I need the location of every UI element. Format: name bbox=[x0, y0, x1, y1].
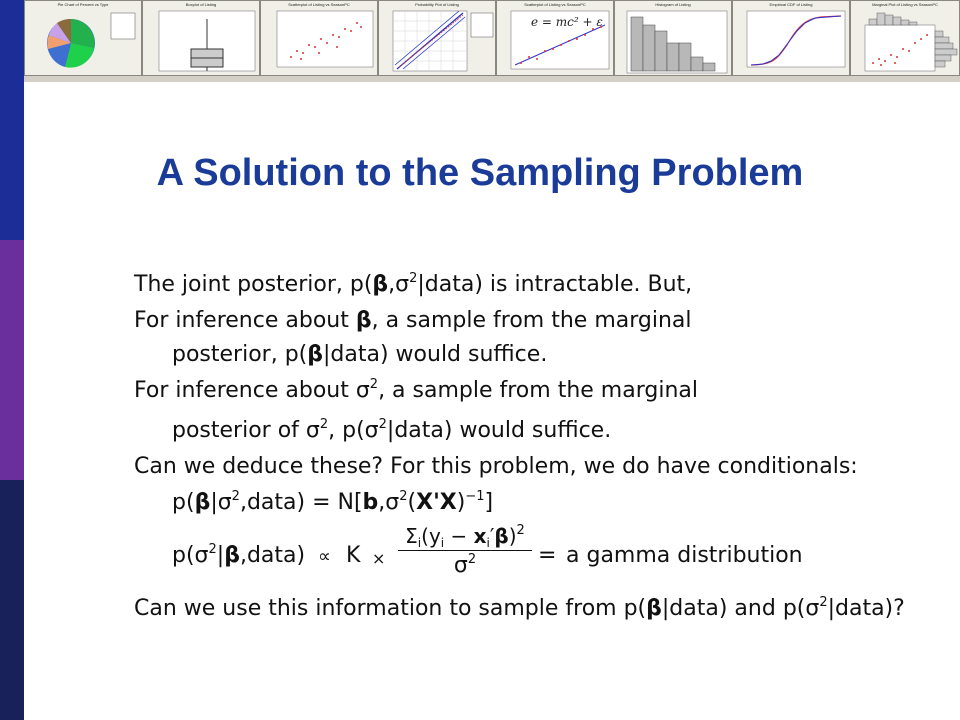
thumbnail-empirical-cdf bbox=[732, 0, 850, 76]
thumbnail-title: Marginal Plot of Listing vs SeasonPC bbox=[872, 2, 938, 7]
equals-sign: = bbox=[538, 543, 557, 568]
text-line-5: posterior of $\sigma^2$, $p(\sigma^2|data)$ would suffice. bbox=[172, 417, 612, 443]
pie-chart-graphic bbox=[25, 1, 142, 76]
times-symbol: × bbox=[372, 549, 386, 568]
scatterplot-formula-graphic bbox=[497, 1, 614, 76]
equation-lhs: $p(\sigma^2|\beta,data)$ bbox=[172, 542, 306, 568]
scatterplot-graphic bbox=[261, 1, 378, 76]
text-line-4: For inference about $\sigma^2$, a sample from the marginal bbox=[134, 377, 698, 403]
thumbnail-strip bbox=[24, 0, 960, 82]
accent-bar-navy bbox=[0, 480, 24, 720]
thumbnail-title: Pie Chart of Percent vs Type bbox=[57, 2, 109, 7]
constant-k: K bbox=[346, 543, 361, 568]
boxplot-graphic bbox=[143, 1, 260, 76]
thumbnail-title: Probability Plot of Listing bbox=[415, 2, 459, 7]
thumbnail-title: Histogram of Listing bbox=[655, 2, 691, 7]
text-line-2: For inference about β, a sample from the marginal bbox=[134, 308, 692, 333]
accent-bar-blue bbox=[0, 0, 24, 240]
fraction-bar bbox=[398, 550, 532, 551]
text-line-6: Can we deduce these? For this problem, we do have conditionals: bbox=[134, 454, 858, 479]
probability-plot-graphic bbox=[379, 1, 496, 76]
proportional-symbol: ∝ bbox=[318, 546, 331, 567]
thumbnail-title: Boxplot of Listing bbox=[185, 2, 217, 7]
thumbnail-title: Scatterplot of Listing vs SeasonPC bbox=[288, 2, 350, 7]
left-accent-bar bbox=[0, 0, 24, 720]
fraction-numerator: $\Sigma_i(y_i - x_i'\beta)^2$ bbox=[405, 523, 525, 550]
marginal-plot-graphic bbox=[851, 1, 960, 76]
text-line-9: Can we use this information to sample from p(β|data) and $p(\sigma^2|data)$? bbox=[134, 595, 905, 621]
equation-rhs: a gamma distribution bbox=[566, 543, 803, 568]
thumbnail-histogram bbox=[614, 0, 732, 76]
thumbnail-scatterplot bbox=[260, 0, 378, 76]
text-line-3: posterior, p(β|data) would suffice. bbox=[172, 342, 548, 367]
thumbnail-pie-chart bbox=[24, 0, 142, 76]
accent-bar-purple bbox=[0, 240, 24, 480]
thumbnail-probability-plot bbox=[378, 0, 496, 76]
thumbnail-marginal-plot bbox=[850, 0, 960, 76]
page-title: A Solution to the Sampling Problem bbox=[156, 152, 804, 194]
fraction bbox=[398, 524, 532, 578]
text-line-1: The joint posterior, $p(\beta,\sigma^2|data)$ is intractable. But, bbox=[134, 271, 693, 297]
thumbnail-title: Scatterplot of Listing vs SeasonPC bbox=[524, 2, 586, 7]
empirical-cdf-graphic bbox=[733, 1, 850, 76]
thumbnail-boxplot bbox=[142, 0, 260, 76]
thumbnail-formula: e = mc² + ε bbox=[531, 15, 603, 29]
text-line-7: $p(\beta|\sigma^2,data) = N[b,\sigma^2(X'X)^{-1}]$ bbox=[172, 489, 494, 515]
histogram-graphic bbox=[615, 1, 732, 76]
fraction-denominator: $\sigma^2$ bbox=[453, 552, 477, 578]
thumbnail-title: Empirical CDF of Listing bbox=[769, 2, 813, 7]
thumbnail-scatterplot-formula bbox=[496, 0, 614, 76]
